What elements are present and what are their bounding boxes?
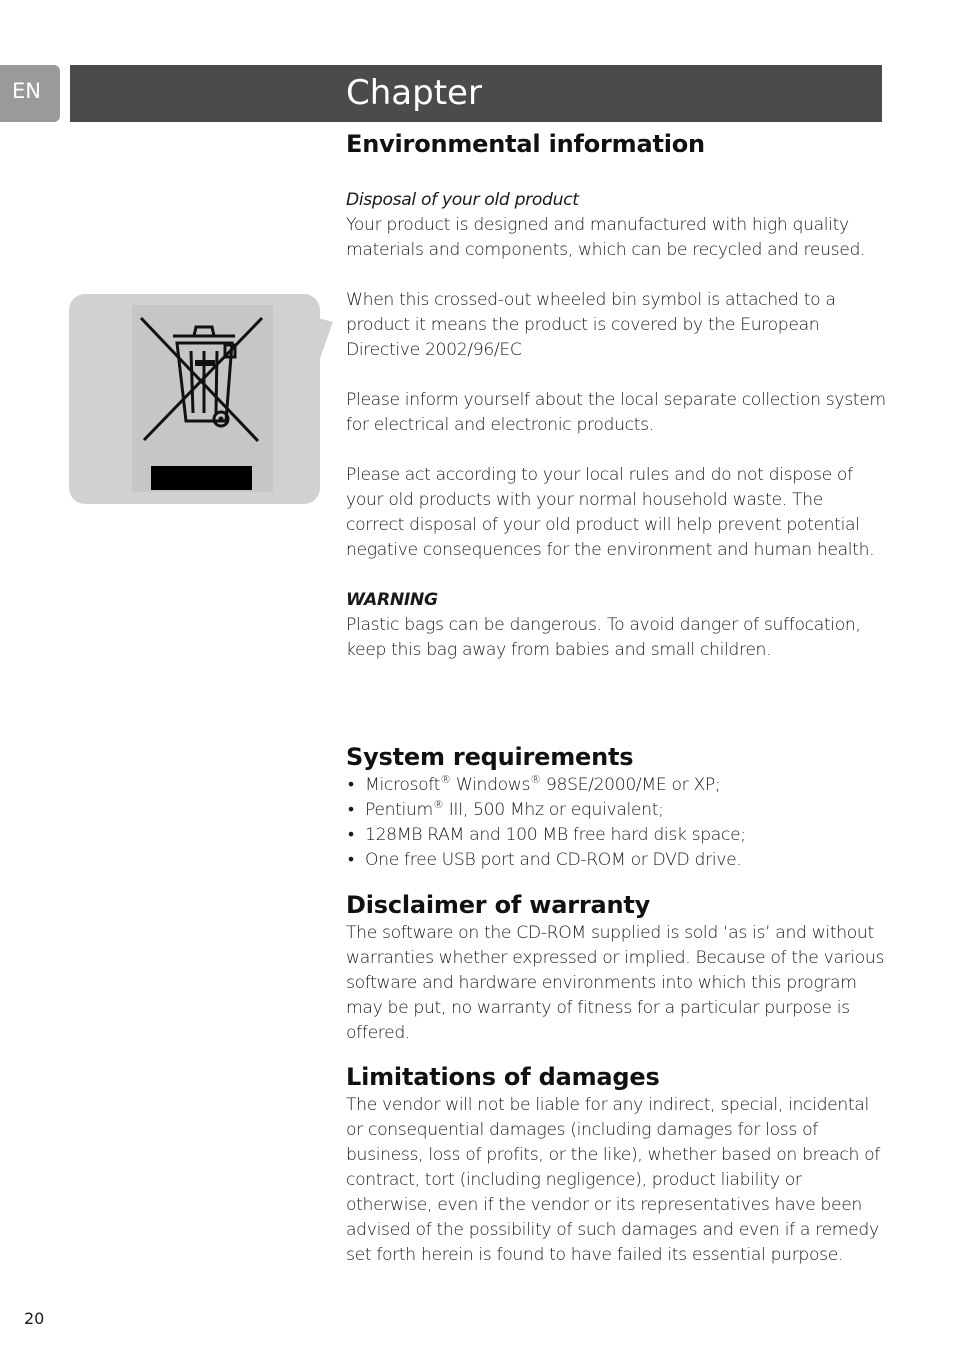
- disclaimer-heading: Disclaimer of warranty: [346, 891, 651, 919]
- limitations-heading: Limitations of damages: [346, 1063, 660, 1091]
- os-brand: Microsoft: [365, 775, 441, 795]
- language-tab-label: EN: [12, 79, 41, 103]
- disclaimer-text: The software on the CD-ROM supplied is sold ‘as is’ and without warranties whether expressed or implied. Because of the various software and hardware environments into which this program may be put, no warranty of fitness for a particular purpose is offered.: [346, 923, 885, 1043]
- black-bar-marking: [151, 466, 252, 490]
- memory-spec: 128MB RAM and 100 MB free hard disk space;: [365, 825, 746, 845]
- registered-mark: ®: [530, 773, 541, 786]
- page-number: 20: [24, 1309, 45, 1328]
- list-item: [346, 798, 886, 823]
- environmental-paragraph: Please inform yourself about the local separate collection system for electrical and electronic products.: [346, 390, 886, 435]
- cpu-spec: III, 500 Mhz or equivalent;: [443, 800, 664, 820]
- system-requirements-list: [346, 773, 886, 873]
- limitations-text: The vendor will not be liable for any indirect, special, incidental or consequential damages (including damages for loss of business, loss of profits, or the like), whether based on breach of contract, tort (including negligence), product liability or otherwise, even if the vendor or its representatives have been advised of the possibility of such damages and even if a remedy set forth herein is found to have failed its essential purpose.: [346, 1095, 881, 1265]
- environmental-heading: Environmental information: [346, 130, 705, 158]
- list-item: [346, 773, 886, 798]
- disposal-subheading: Disposal of your old product: [346, 190, 579, 210]
- environmental-paragraph: Your product is designed and manufactured with high quality materials and components, which can be recycled and reused.: [346, 215, 866, 260]
- callout-pointer: [318, 318, 334, 364]
- list-item: [346, 848, 886, 873]
- main-content: [346, 128, 886, 1268]
- warning-label: WARNING: [346, 590, 438, 610]
- crossed-out-wheeled-bin-icon: [132, 305, 273, 492]
- chapter-header-bar: [70, 65, 882, 122]
- registered-mark: ®: [432, 798, 444, 811]
- warning-text: Plastic bags can be dangerous. To avoid danger of suffocation, keep this bag away from babies and small children.: [346, 615, 861, 660]
- environmental-paragraph: When this crossed-out wheeled bin symbol is attached to a product it means the product is covered by the European Directive 2002/96/EC: [346, 290, 836, 360]
- cpu-brand: Pentium: [365, 800, 433, 820]
- registered-mark: ®: [440, 773, 451, 786]
- list-item: [346, 823, 886, 848]
- system-requirements-heading: System requirements: [346, 743, 634, 771]
- weee-symbol-box: [132, 305, 273, 492]
- language-tab: [0, 65, 60, 122]
- os-name: Windows: [450, 775, 531, 795]
- environmental-paragraph: Please act according to your local rules and do not dispose of your old products with your normal household waste. The correct disposal of your old product will help prevent potential negative consequences for the environment and human health.: [346, 465, 875, 560]
- os-versions: 98SE/2000/ME or XP;: [540, 775, 721, 795]
- ports-spec: One free USB port and CD-ROM or DVD drive.: [365, 850, 742, 870]
- chapter-title: Chapter: [346, 73, 482, 113]
